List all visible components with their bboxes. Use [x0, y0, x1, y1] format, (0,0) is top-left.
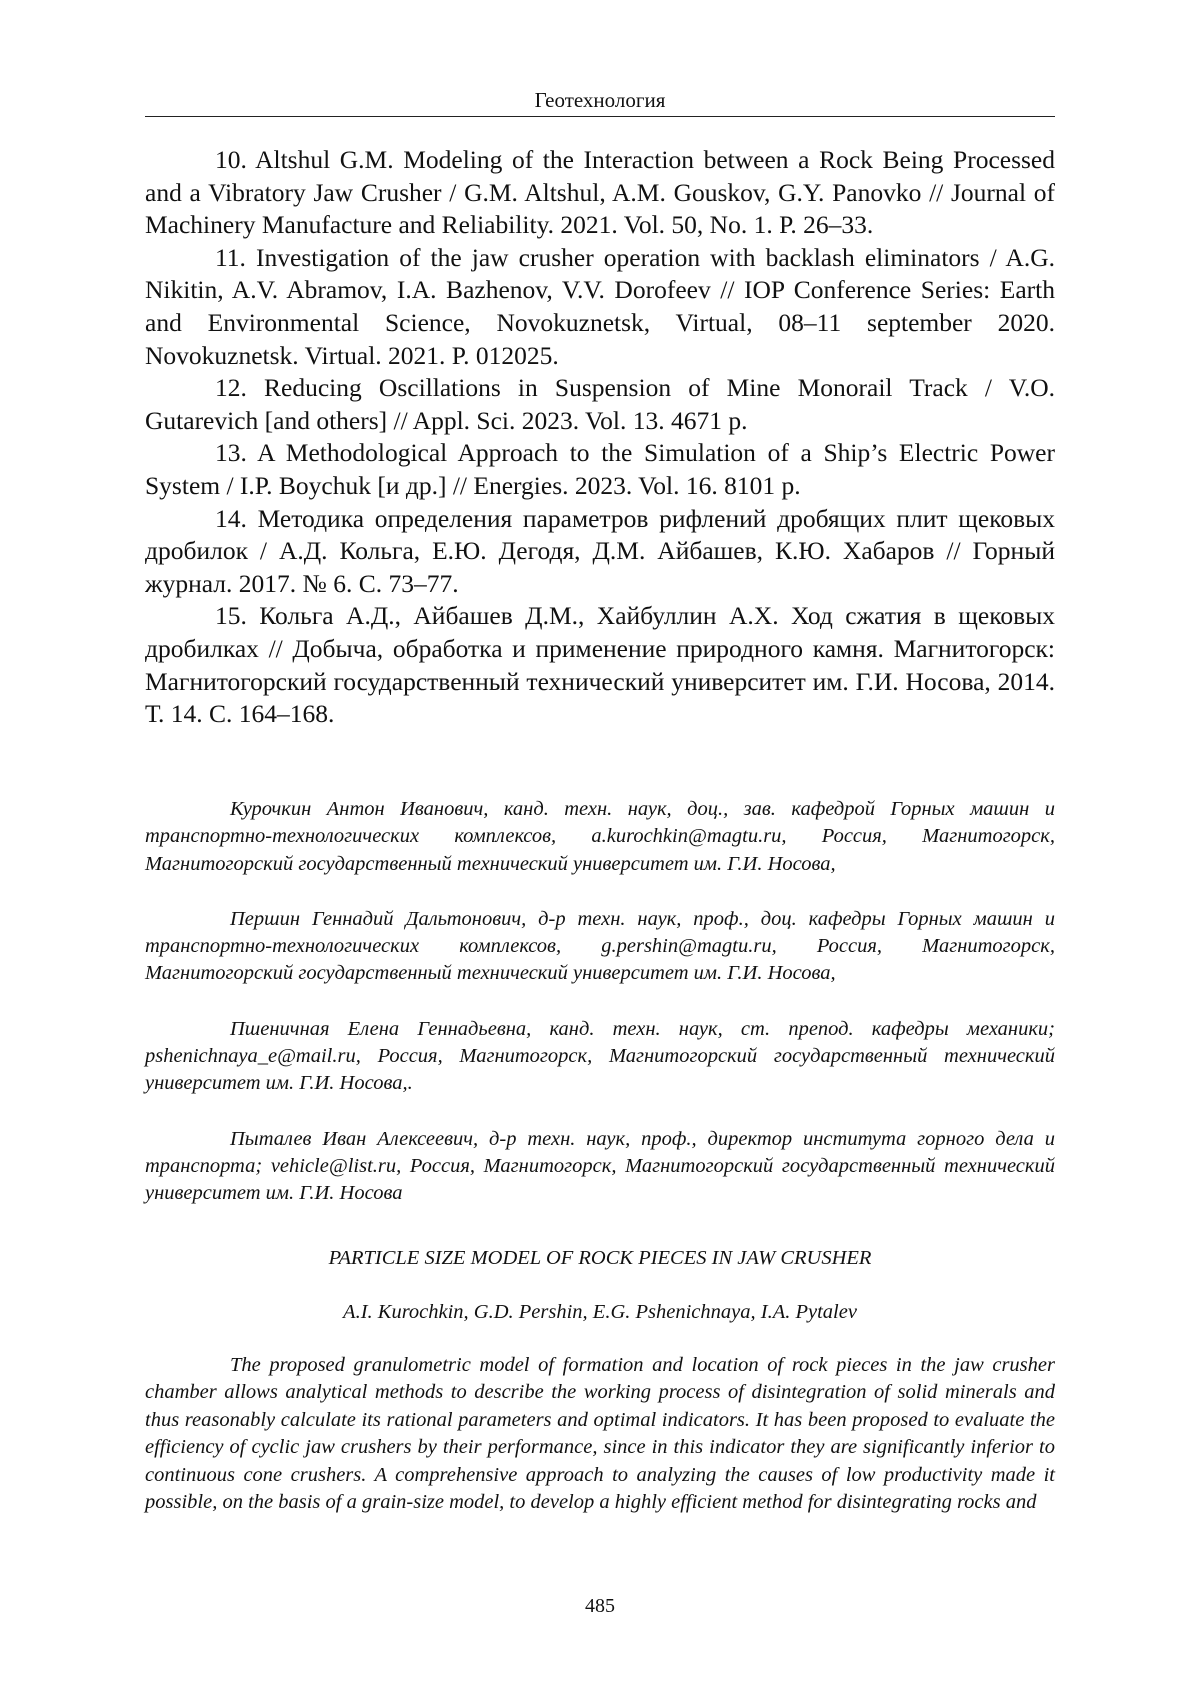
- reference-item: 14. Методика определения параметров рифлений дробящих плит щековых дробилок / А.Д. Кольга, Е.Ю. Дегодя, Д.М. Айбашев, К.Ю. Хабаров // Горный журнал. 2017. № 6. С. 73–77.: [145, 503, 1055, 598]
- reference-item: 15. Кольга А.Д., Айбашев Д.М., Хайбуллин А.Х. Ход сжатия в щековых дробилках // Добыча, обработка и применение природного камня. Магнитогорск: Магнитогорский государственный технический университет им. Г.И. Носова, 2014. Т. 14. С. 164–168.: [145, 601, 1055, 729]
- author-info-list: [145, 796, 1055, 1236]
- header-rule: [145, 116, 1055, 117]
- english-title: PARTICLE SIZE MODEL OF ROCK PIECES IN JAW CRUSHER: [328, 1247, 872, 1269]
- author-info: Курочкин Антон Иванович, канд. техн. наук, доц., зав. кафедрой Горных машин и транспортно-технологических комплексов, a.kurochkin@magtu.ru, Россия, Магнитогорск, Магнитогорский государственный технический университет им. Г.И. Носова,: [145, 798, 1055, 875]
- reference-item: 13. A Methodological Approach to the Simulation of a Ship’s Electric Power System / I.P. Boychuk [и др.] // Energies. 2023. Vol. 16. 8101 p.: [145, 438, 1055, 500]
- author-info: Пшеничная Елена Геннадьевна, канд. техн. наук, ст. препод. кафедры механики; pshenichnaya_e@mail.ru, Россия, Магнитогорск, Магнитогорский государственный технический университет им. Г.И. Носова,.: [145, 1017, 1055, 1095]
- reference-list: [145, 144, 1055, 731]
- page-number: 485: [585, 1595, 615, 1617]
- author-info: Пыталев Иван Алексеевич, д-р техн. наук, проф., директор института горного дела и транспорта; vehicle@list.ru, Россия, Магнитогорск, Магнитогорский государственный технический университет им. Г.И. Носова: [145, 1127, 1055, 1205]
- running-header: Геотехнология: [534, 88, 666, 112]
- reference-item: 11. Investigation of the jaw crusher operation with backlash eliminators / A.G. Nikitin, A.V. Abramov, I.A. Bazhenov, V.V. Dorofeev // IOP Conference Series: Earth and Environmental Science, Novokuznetsk, Virtual, 08–11 september 2020. Novokuznetsk. Virtual. 2021. P. 012025.: [145, 242, 1055, 370]
- english-authors: A.I. Kurochkin, G.D. Pershin, E.G. Pshenichnaya, I.A. Pytalev: [343, 1301, 857, 1323]
- english-abstract: The proposed granulometric model of formation and location of rock pieces in the jaw crusher chamber allows analytical methods to describe the working process of disintegration of solid minerals and thus reasonably calculate its rational parameters and optimal indicators. It has been proposed to evaluate the efficiency of cyclic jaw crushers by their performance, since in this indicator they are significantly inferior to continuous cone crushers. A comprehensive approach to analyzing the causes of low productivity made it possible, on the basis of a grain-size model, to develop a highly efficient method for disintegrating rocks and: [145, 1354, 1055, 1514]
- reference-item: 12. Reducing Oscillations in Suspension of Mine Monorail Track / V.O. Gutarevich [and others] // Appl. Sci. 2023. Vol. 13. 4671 p.: [145, 373, 1055, 435]
- reference-item: 10. Altshul G.M. Modeling of the Interaction between a Rock Being Processed and a Vibratory Jaw Crusher / G.M. Altshul, A.M. Gouskov, G.Y. Panovko // Journal of Machinery Manufacture and Reliability. 2021. Vol. 50, No. 1. P. 26–33.: [145, 145, 1055, 240]
- journal-page: [145, 0, 1055, 1697]
- author-info: Першин Геннадий Дальтонович, д-р техн. наук, проф., доц. кафедры Горных машин и транспортно-технологических комплексов, g.pershin@magtu.ru, Россия, Магнитогорск, Магнитогорский государственный технический университет им. Г.И. Носова,: [145, 907, 1055, 985]
